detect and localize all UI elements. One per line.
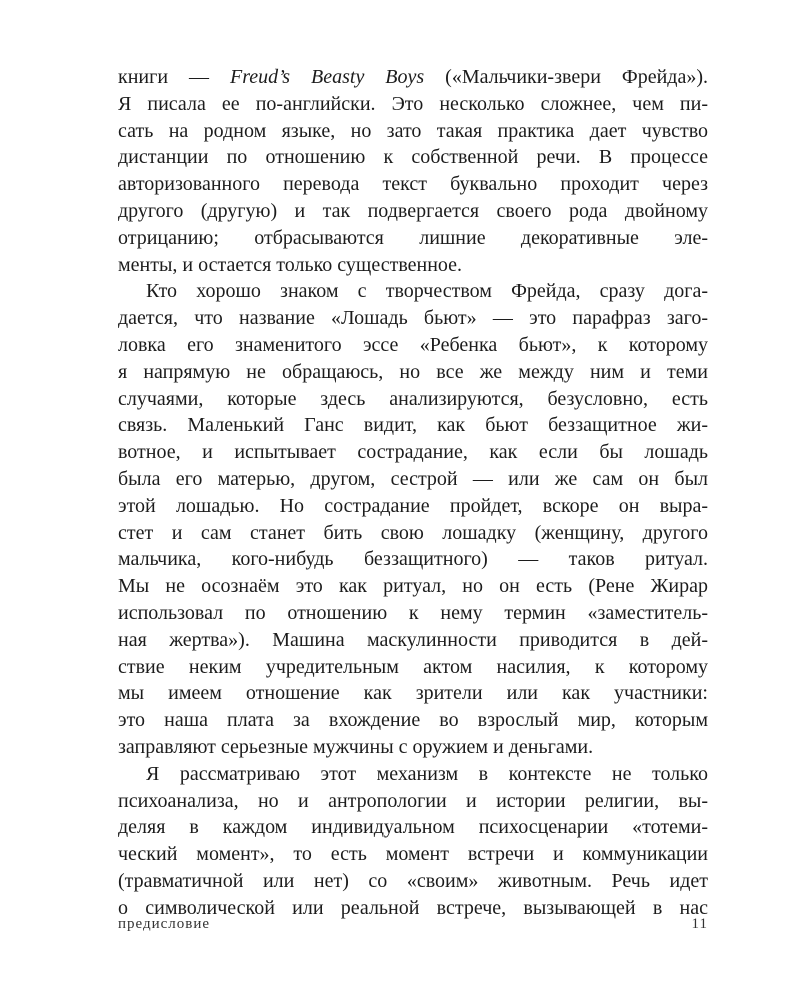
- text-line: дается, что название «Лошадь бьют» — это парафраз заго-: [118, 307, 708, 330]
- text-line: Я рассматриваю этот механизм в контексте не только: [146, 762, 708, 785]
- text-line: ная жертва»). Машина маскулинности приводится в дей-: [118, 628, 708, 651]
- text-line: случаями, которые здесь анализируются, безусловно, есть: [118, 387, 708, 410]
- text-line: этой лошадью. Но сострадание пройдет, вскоре он выра-: [118, 494, 708, 517]
- text-line: ческий момент», то есть момент встречи и коммуникации: [118, 843, 708, 866]
- text-line: менты, и остается только существенное.: [118, 253, 463, 276]
- text-line: я напрямую не обращаюсь, но все же между ним и теми: [118, 360, 708, 383]
- text-line: мы имеем отношение как зрители или как участники:: [118, 682, 708, 705]
- text-line: книги — Freud’s Beasty Boys («Мальчики-звери Фрейда»).: [118, 66, 708, 88]
- page-number: 11: [691, 916, 708, 932]
- text-line: ствие неким учредительным актом насилия, к которому: [118, 655, 708, 678]
- text-line: мальчика, кого-нибудь беззащитного) — таков ритуал.: [118, 548, 708, 571]
- book-title-italic: Freud’s Beasty Boys: [230, 66, 425, 88]
- running-footer-section: предисловие: [118, 916, 211, 932]
- text-line: была его матерью, другом, сестрой — или же сам он был: [118, 467, 708, 490]
- text-line: это наша плата за вхождение во взрослый мир, которым: [118, 709, 708, 732]
- text-line: Я писала ее по-английски. Это несколько сложнее, чем пи-: [118, 92, 708, 115]
- text-line: ловка его знаменитого эссе «Ребенка бьют», к которому: [118, 333, 708, 356]
- text-line: Мы не осознаём это как ритуал, но он есть (Рене Жирар: [118, 575, 708, 598]
- text-line: авторизованного перевода текст буквально проходит через: [118, 173, 708, 196]
- text-line: использовал по отношению к нему термин «заместитель-: [118, 601, 708, 624]
- text-line: дистанции по отношению к собственной речи. В процессе: [118, 146, 708, 169]
- text-line: другого (другую) и так подвергается своего рода двойному: [118, 199, 708, 222]
- text-line: отрицанию; отбрасываются лишние декоративные эле-: [118, 226, 708, 249]
- text-line: вотное, и испытывает сострадание, как если бы лошадь: [118, 441, 708, 464]
- text-line: связь. Маленький Ганс видит, как бьют беззащитное жи-: [118, 414, 708, 437]
- text-line: Кто хорошо знаком с творчеством Фрейда, сразу дога-: [146, 280, 708, 303]
- text-line: заправляют серьезные мужчины с оружием и деньгами.: [118, 735, 594, 758]
- text-line: о символической или реальной встрече, вызывающей в нас: [118, 896, 708, 919]
- text-line: психоанализа, но и антропологии и истории религии, вы-: [118, 789, 708, 812]
- text-line: сать на родном языке, но зато такая практика дает чувство: [118, 119, 708, 142]
- text-line: деляя в каждом индивидуальном психосценарии «тотеми-: [118, 816, 708, 839]
- body-text: [118, 64, 708, 922]
- text-line: стет и сам станет бить свою лошадку (женщину, другого: [118, 521, 708, 544]
- text-line: (травматичной или нет) со «своим» животным. Речь идет: [118, 869, 708, 892]
